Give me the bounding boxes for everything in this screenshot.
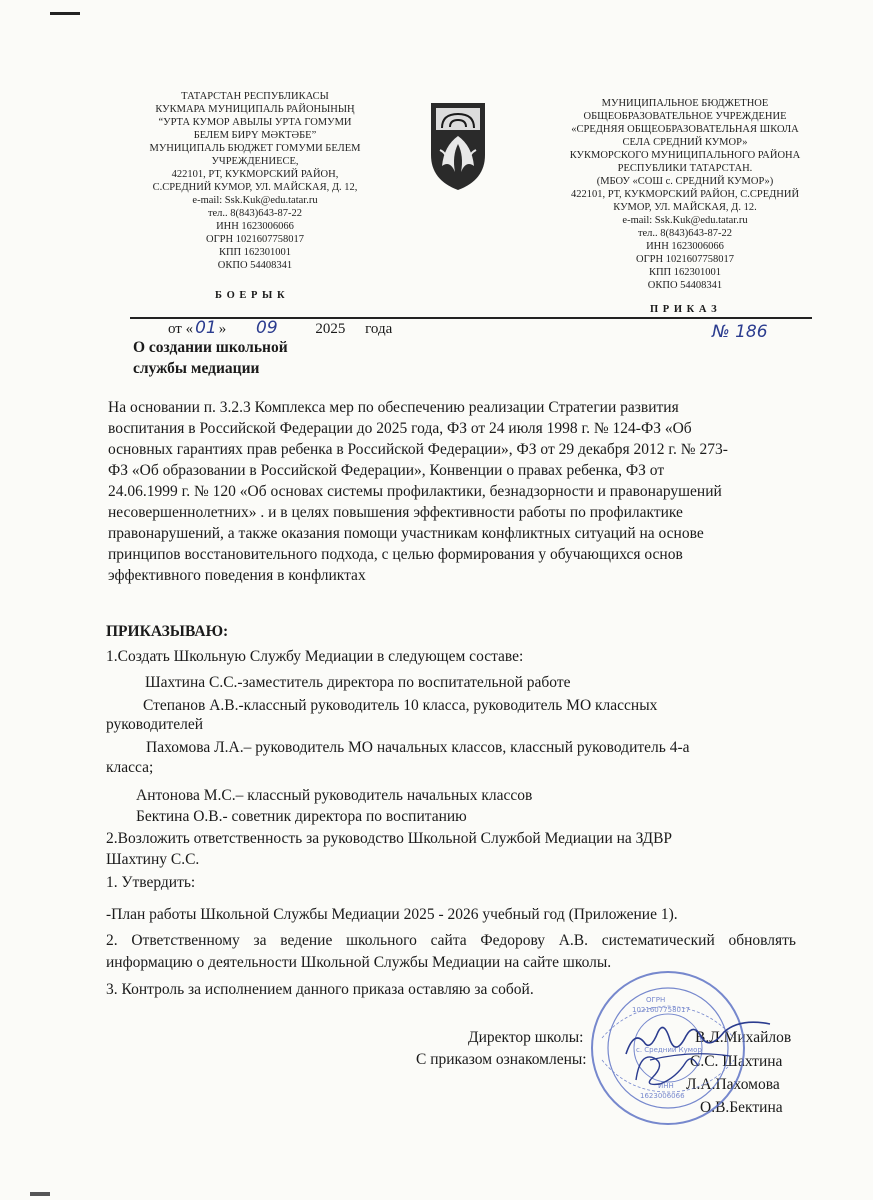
item-control: 3. Контроль за исполнением данного приказа оставляю за собой. (106, 981, 534, 998)
scan-edge-mark (50, 12, 80, 15)
header-right-line: (МБОУ «СОШ с. СРЕДНИЙ КУМОР») (596, 176, 774, 187)
stamp-inn-label: ИНН (658, 1082, 674, 1090)
header-right (545, 97, 825, 292)
header-left-line: ОКПО 54408341 (217, 260, 293, 271)
header-left-line: КПП 162301001 (218, 247, 292, 258)
director-name: В.Л.Михайлов (695, 1029, 792, 1046)
coat-of-arms-emblem (428, 100, 488, 192)
item-plan: -План работы Школьной Службы Медиации 2025 - 2026 учебный год (Приложение 1). (106, 906, 678, 923)
header-right-line: ОБЩЕОБРАЗОВАТЕЛЬНОЕ УЧРЕЖДЕНИЕ (583, 111, 787, 122)
acquainted-shakhtina: С.С. Шахтина (690, 1053, 783, 1070)
header-right-line: КПП 162301001 (648, 267, 722, 278)
acquainted-signature (628, 1044, 718, 1094)
director-label: Директор школы: (468, 1029, 584, 1046)
preamble (108, 397, 820, 586)
stamp-inn: 1623006066 (640, 1092, 685, 1100)
header-left-line: e-mail: Ssk.Kuk@edu.tatar.ru (192, 195, 318, 206)
header-right-line: КУКМОРСКОГО МУНИЦИПАЛЬНОГО РАЙОНА (569, 150, 801, 161)
header-right-line: СЕЛА СРЕДНИЙ КУМОР» (622, 137, 748, 148)
header-left-line: ИНН 1623006066 (216, 221, 294, 232)
prikaz-label: П Р И К А З (650, 304, 718, 315)
member-shakhtina: Шахтина С.С.-заместитель директора по воспитательной работе (145, 674, 571, 691)
header-right-line: ОГРН 1021607758017 (636, 254, 734, 265)
item-site-line: информацию о деятельности Школьной Службы Медиации на сайте школы. (106, 954, 612, 971)
header-left-line: ОГРН 1021607758017 (206, 234, 304, 245)
header-left-line: 422101, РТ, КУКМОРСКИЙ РАЙОН, (171, 169, 339, 180)
item-approve: 1. Утвердить: (106, 874, 196, 891)
boeryk-label: Б О Е Р Ы К (215, 290, 286, 301)
preamble-line: несовершеннолетних» . и в целях повышения эффективности работы по профилактике (108, 504, 683, 521)
preamble-line: воспитания в Российской Федерации до 2025 года, ФЗ от 24 июля 1998 г. № 124-ФЗ «Об (108, 420, 692, 437)
header-right-line: e-mail: Ssk.Kuk@edu.tatar.ru (622, 215, 748, 226)
subject-line: службы медиации (133, 360, 260, 377)
stamp-center: с. Средний Кумор (636, 1046, 702, 1054)
header-left-line: “УРТА КУМОР АВЫЛЫ УРТА ГОМУМИ (158, 117, 352, 128)
header-left-line: тел.. 8(843)643-87-22 (207, 208, 303, 219)
preamble-line: 24.06.1999 г. № 120 «Об основах системы профилактики, безнадзорности и правонарушений (108, 483, 722, 500)
preamble-line: ФЗ «Об образовании в Российской Федерации», Конвенции о правах ребенка, ФЗ от (108, 462, 665, 479)
subject-line: О создании школьной (133, 339, 288, 356)
member-stepanov-cont: руководителей (106, 716, 204, 733)
member-pakhomova-cont: класса; (106, 759, 154, 776)
header-right-line: ИНН 1623006066 (646, 241, 724, 252)
item-2 (106, 828, 672, 870)
preamble-line: основных гарантиях прав ребенка в Российской Федерации», ФЗ от 29 декабря 2012 г. № 273- (108, 441, 728, 458)
preamble-line: принципов восстановительного подхода, с целью формирования у обучающихся основ (108, 546, 683, 563)
preamble-line: правонарушений, а также оказания помощи участникам конфликтных ситуаций на основе (108, 525, 704, 542)
member-antonova: Антонова М.С.– классный руководитель начальных классов (136, 787, 533, 804)
item-site-line: 2. Ответственному за ведение школьного сайта Федорову А.В. систематический обновлять (106, 932, 796, 949)
item-1: 1.Создать Школьную Службу Медиации в следующем составе: (106, 648, 524, 665)
date-close: » (218, 321, 227, 337)
stamp-ogrn-label: ОГРН (646, 996, 666, 1004)
member-bektina: Бектина О.В.- советник директора по воспитанию (136, 808, 467, 825)
header-right-line: «СРЕДНЯЯ ОБЩЕОБРАЗОВАТЕЛЬНАЯ ШКОЛА (571, 124, 799, 135)
header-right-line: 422101, РТ, КУКМОРСКИЙ РАЙОН, С.СРЕДНИЙ (570, 189, 800, 200)
header-left-line: МУНИЦИПАЛЬ БЮДЖЕТ ГОМУМИ БЕЛЕМ (149, 143, 361, 154)
header-left-line: ТАТАРСТАН РЕСПУБЛИКАСЫ (181, 91, 329, 102)
scan-edge-mark-bottom (30, 1192, 50, 1196)
header-right-line: РЕСПУБЛИКИ ТАТАРСТАН. (617, 163, 753, 174)
order-heading: ПРИКАЗЫВАЮ: (106, 623, 229, 640)
date-prefix: от « (168, 321, 194, 337)
date-suffix: года (365, 321, 393, 337)
header-left-line: БЕЛЕМ БИРҮ МӘКТӘБЕ” (193, 130, 317, 141)
preamble-line: эффективного поведения в конфликтах (108, 567, 366, 584)
stamp-ogrn: 1021607758017 (632, 1006, 690, 1014)
date-year: 2025 (315, 321, 346, 337)
header-right-line: МУНИЦИПАЛЬНОЕ БЮДЖЕТНОЕ (601, 98, 769, 109)
header-left-line: УЧРЕЖДЕНИЕСЕ, (211, 156, 299, 167)
item-2-line: Шахтину С.С. (106, 851, 200, 868)
order-subject (133, 337, 288, 379)
acquainted-pakhomova: Л.А.Пахомова (686, 1076, 780, 1093)
preamble-line: На основании п. 3.2.3 Комплекса мер по обеспечению реализации Стратегии развития (108, 399, 679, 416)
acquainted-bektina: О.В.Бектина (700, 1099, 783, 1116)
header-left-line: С.СРЕДНИЙ КУМОР, УЛ. МАЙСКАЯ, Д. 12, (152, 182, 358, 193)
header-right-line: тел.. 8(843)643-87-22 (637, 228, 733, 239)
header-left (130, 90, 380, 272)
member-pakhomova: Пахомова Л.А.– руководитель МО начальных классов, классный руководитель 4-а (146, 739, 690, 756)
member-stepanov: Степанов А.В.-классный руководитель 10 класса, руководитель МО классных (143, 697, 658, 714)
header-right-line: ОКПО 54408341 (647, 280, 723, 291)
acquainted-label: С приказом ознакомлены: (416, 1051, 587, 1068)
header-left-line: КУКМАРА МУНИЦИПАЛЬ РАЙОНЫНЫҢ (155, 104, 355, 115)
order-number: № 186 (712, 322, 768, 342)
date-month-handwritten: 09 (256, 318, 278, 338)
item-2-line: 2.Возложить ответственность за руководство Школьной Службой Медиации на ЗДВР (106, 830, 673, 847)
date-day-handwritten: 01 (195, 318, 217, 338)
header-right-line: КУМОР, УЛ. МАЙСКАЯ, Д. 12. (613, 202, 757, 213)
